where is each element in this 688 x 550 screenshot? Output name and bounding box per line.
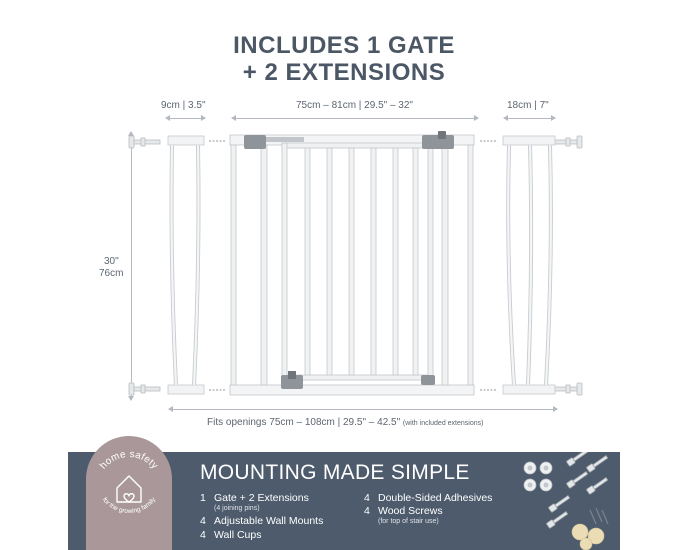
badge-bottom-text: for the growing family (100, 496, 158, 516)
left-extension-width-label: 9cm | 3.5" (161, 100, 206, 111)
kit-item-adhesives: 4 Double-Sided Adhesives (364, 492, 493, 504)
hinge-bottom-right (421, 375, 435, 385)
page-title-line-1: INCLUDES 1 GATE (233, 32, 455, 59)
svg-text:home safety (98, 449, 160, 472)
joining-pins-left (209, 141, 226, 390)
right-extension (503, 136, 555, 394)
fits-openings-text: Fits openings 75cm – 108cm | 29.5" – 42.5" (207, 417, 401, 428)
joining-pins-right (480, 141, 497, 390)
hinge-top-left (244, 135, 266, 149)
adhesive-pads-icon (572, 524, 604, 550)
left-extension (168, 136, 204, 394)
right-extension-width-label: 18cm | 7" (507, 100, 549, 111)
page-title-line-2: + 2 EXTENSIONS (242, 59, 446, 86)
kit-item-wood-screws-note: (for top of stair use) (378, 518, 439, 525)
fits-openings-note: (with included extensions) (402, 420, 484, 427)
height-cm-label: 76cm (99, 268, 124, 279)
wall-mount-bottom-left (129, 383, 160, 395)
badge-top-text: home safety (97, 448, 161, 472)
wall-mount-top-right (553, 136, 582, 148)
home-safety-badge (86, 436, 172, 550)
svg-text:for the growing family (101, 496, 158, 515)
kit-item-wall-cups: 4 Wall Cups (200, 529, 262, 541)
wall-mount-top-left (129, 136, 160, 148)
wall-cups-icon (524, 462, 552, 491)
wood-screws-icon (590, 508, 608, 524)
home-safety-badge-art (86, 436, 172, 550)
mounting-title: MOUNTING MADE SIMPLE (200, 461, 470, 484)
house-icon (117, 476, 141, 502)
gate-width-label: 75cm – 81cm | 29.5" – 32" (296, 100, 413, 111)
height-inches-label: 30" (104, 256, 119, 267)
kit-item-wall-mounts: 4 Adjustable Wall Mounts (200, 515, 324, 527)
kit-item-gate: 1 Gate + 2 Extensions (200, 492, 309, 504)
wall-mount-bottom-right (553, 383, 582, 395)
main-gate (230, 131, 474, 395)
kit-item-wood-screws: 4 Wood Screws (364, 505, 443, 517)
accessories-image (510, 452, 620, 550)
kit-item-gate-note: (4 joining pins) (214, 505, 260, 512)
